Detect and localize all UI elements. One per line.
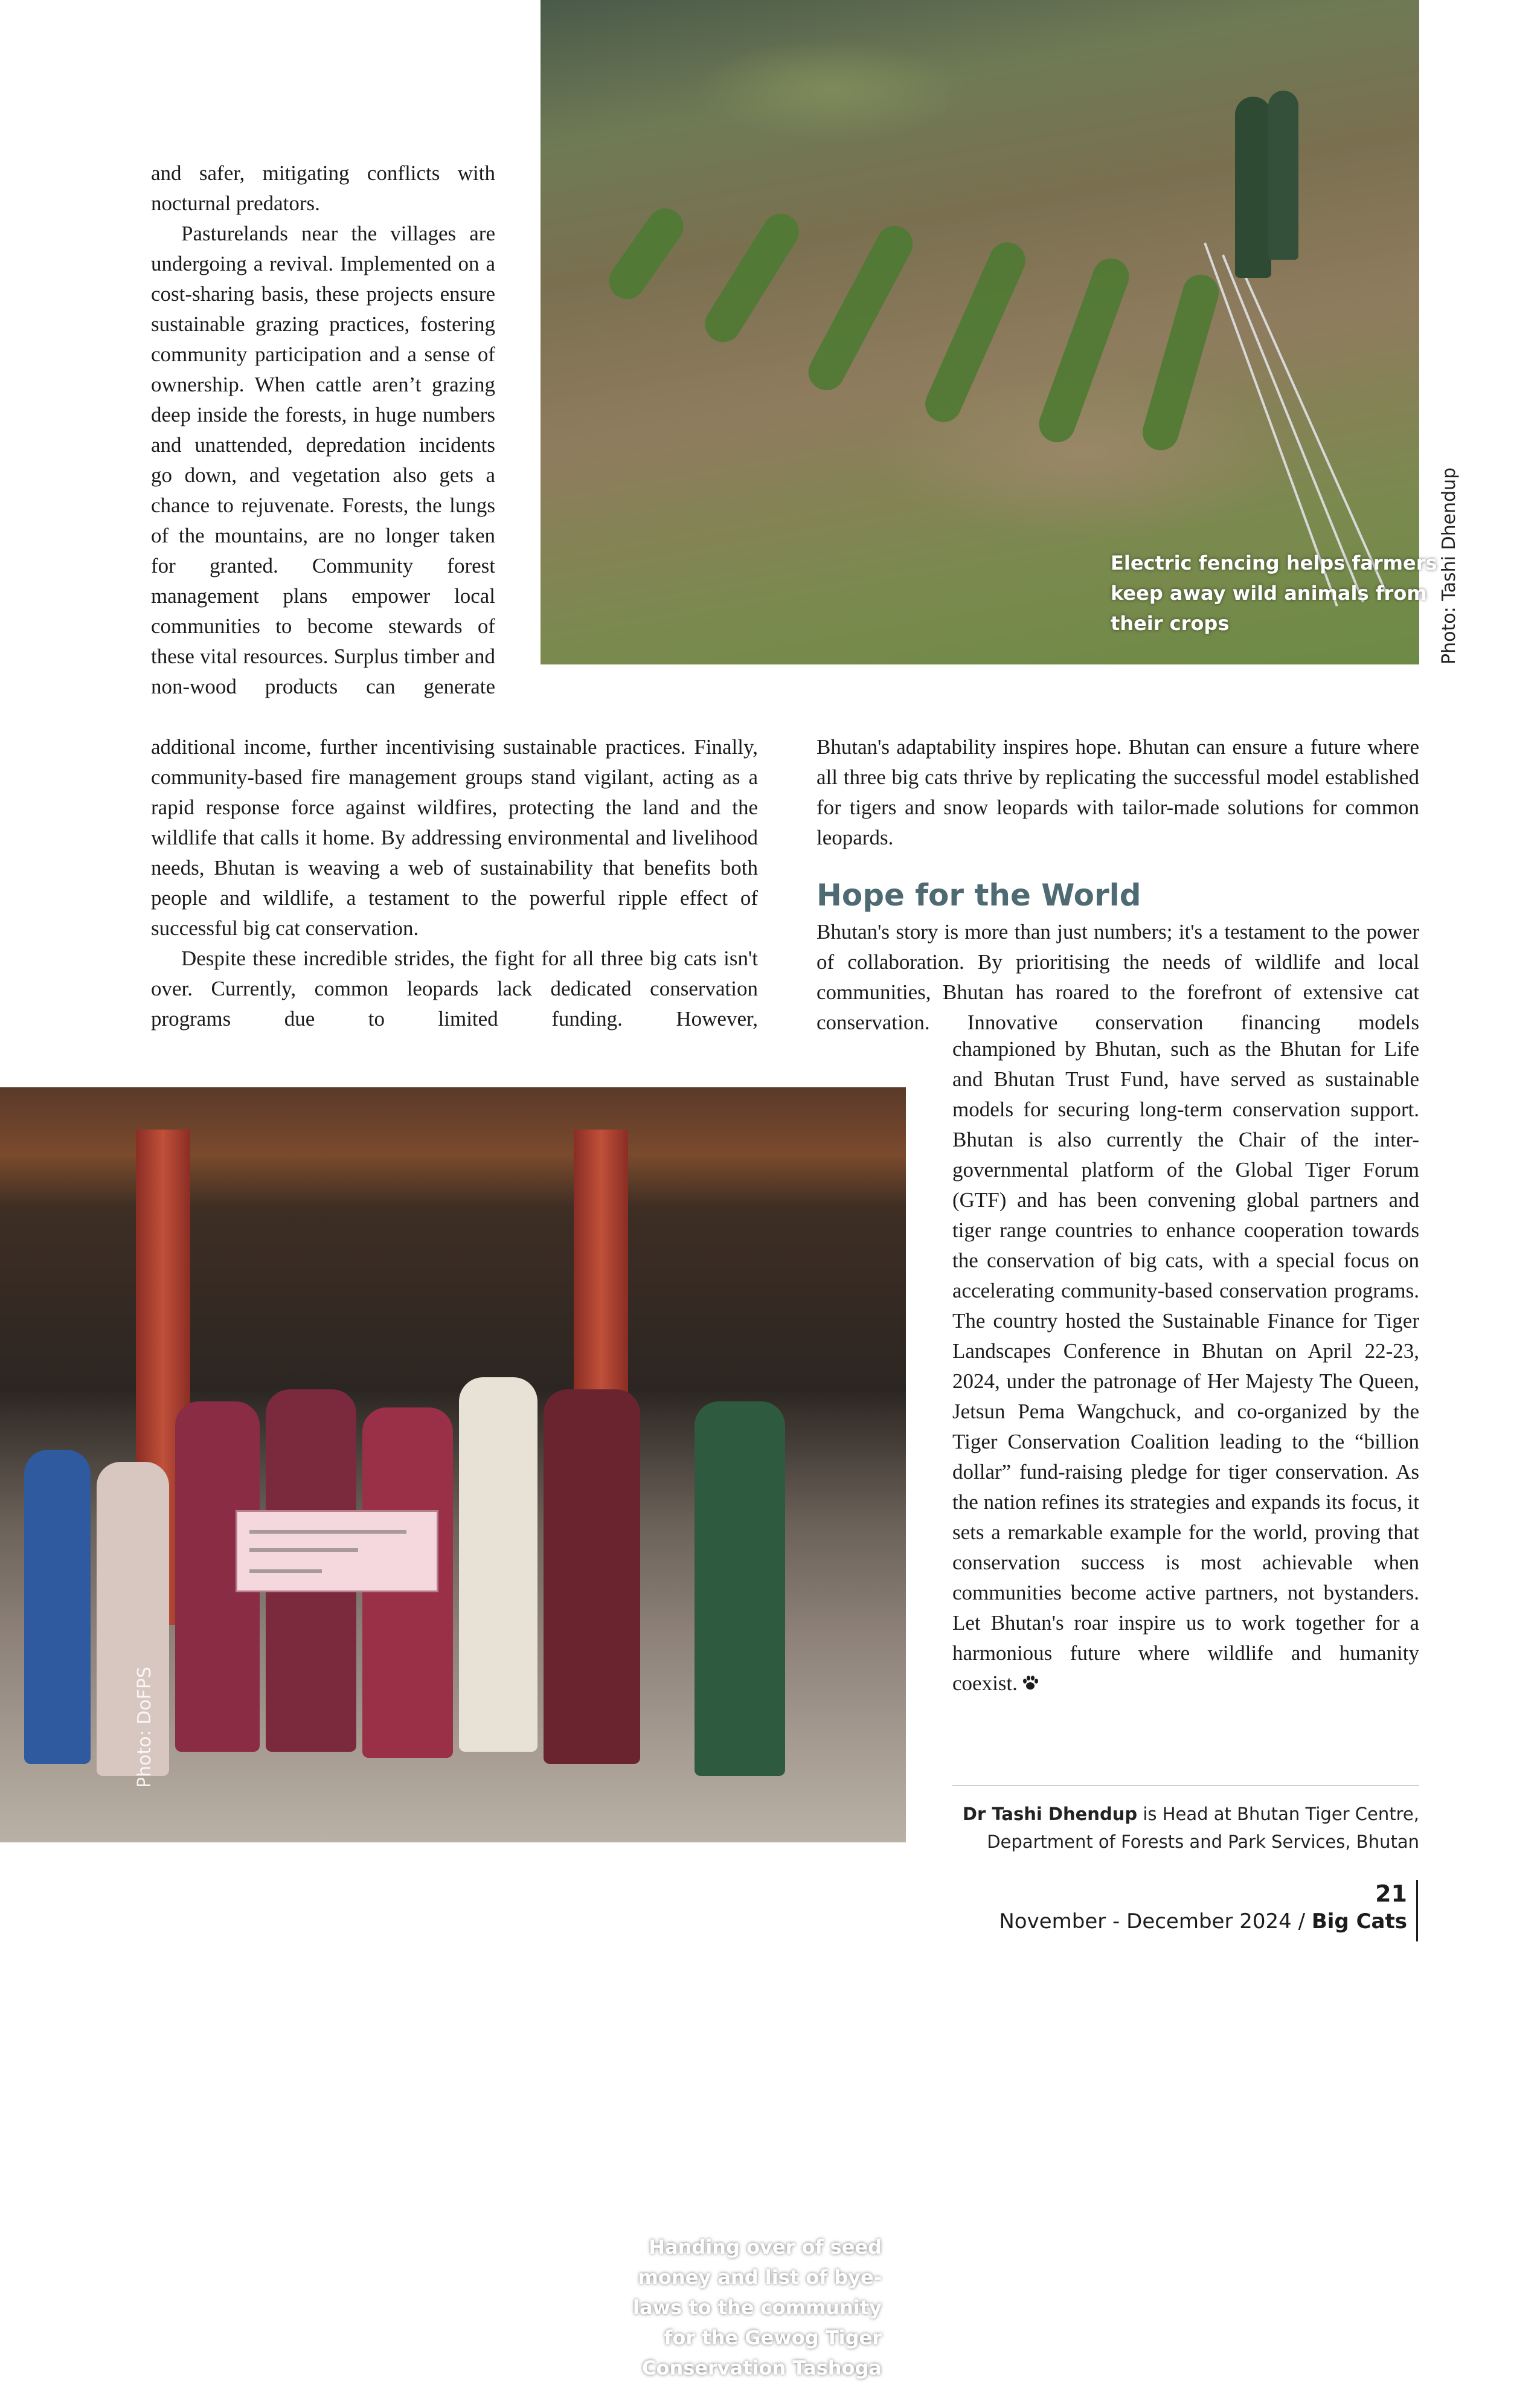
paragraph <box>952 1034 1419 1699</box>
electric-fence-photo <box>541 0 1437 664</box>
group-photo-credit: Photo: DoFPS <box>134 1666 155 1788</box>
person <box>24 1450 91 1764</box>
person <box>97 1462 169 1776</box>
section-heading: Hope for the World <box>817 878 1141 913</box>
paragraph-text: championed by Bhutan, such as the Bhutan for Life and Bhutan Trust Fund, have served as sustainable models for securing long-term conservation support. Bhutan is also currently the Chair of the inter-governmental platform of the Global Tiger Forum (GTF) and has been convening global partners and tiger range countries to enhance cooperation towards the conservation of big cats, with a special focus on accelerating community-based conservation programs. The country hosted the Sustainable Finance for Tiger Landscapes Conference in Bhutan on April 22-23, 2024, under the patronage of Her Majesty The Queen, Jetsun Pema Wangchuck, and co-organized by the Tiger Conservation Coalition leading to the “billion dollar” fund-raising pledge for tiger conservation. As the nation refines its strategies and expands its focus, it sets a remarkable example for the world, proving that conservation success is most achievable when communities become active partners, not bystanders. Let Bhutan's roar inspire us to work together for a harmonious future where wildlife and humanity coexist. <box>952 1037 1419 1695</box>
paragraph: Bhutan's adaptability inspires hope. Bhutan can ensure a future where all three big cats thrive by replicating the successful model established for tigers and snow leopards with tailor-made solutions for common leopards. <box>817 735 1419 849</box>
forest-ranger <box>1268 91 1298 260</box>
crop-row <box>1034 253 1134 447</box>
right-column <box>817 732 1419 1038</box>
person <box>459 1377 537 1752</box>
author-description: is Head at Bhutan Tiger Centre, Department of Forests and Park Services, Bhutan <box>987 1804 1419 1852</box>
right-column-wrapped <box>952 1034 1419 1699</box>
fence-photo-caption: Electric fencing helps farmers keep away wild animals from their crops <box>1111 552 1437 635</box>
magazine-name: Big Cats <box>1311 1909 1407 1934</box>
left-column-bottom <box>151 732 758 1034</box>
crop-row <box>602 201 691 306</box>
crop-row <box>802 219 919 396</box>
person <box>695 1401 785 1776</box>
paragraph: additional income, further incentivising sustainable practices. Finally, community-based fire management groups stand vigilant, acting as a rapid response force against wildfires, protecting the land and the wildlife that calls it home. By addressing environmental and livelihood needs, Bhutan is weaving a web of sustainability that benefits both people and wildlife, a testament to the powerful ripple effect of successful big cat conservation. <box>151 735 758 940</box>
crop-row <box>698 207 806 349</box>
author-bio <box>952 1800 1419 1856</box>
page-footer <box>999 1880 1407 1935</box>
issue-date: November - December 2024 / <box>999 1909 1312 1934</box>
paragraph: Pasturelands near the villages are undergoing a revival. Implemented on a cost-sharing basis, these projects ensure sustainable grazing practices, fostering community participation and a sense of ownership. When cattle aren’t grazing deep inside the forests, in huge numbers and unattended, depredation incidents go down, and vegetation also gets a chance to rejuvenate. Forests, the lungs of the mountains, are no longer taken for granted. Community forest management plans empower local communities to become stewards of these vital resources. Surplus timber and non-wood products can generate <box>151 222 495 698</box>
page-number: 21 <box>1375 1880 1407 1907</box>
fence-photo-credit: Photo: Tashi Dhendup <box>1439 467 1460 664</box>
left-column-top <box>151 158 495 702</box>
ceremonial-cheque <box>236 1510 438 1592</box>
person <box>544 1389 640 1764</box>
paw-icon <box>1021 1674 1039 1692</box>
footer-divider <box>1416 1880 1418 1941</box>
group-photo-caption: Handing over of seed money and list of bye-laws to the community for the Gewog Tiger Conservation Tashoga <box>633 2236 882 2379</box>
crop-row <box>1138 271 1223 455</box>
author-name: Dr Tashi Dhendup <box>962 1804 1138 1824</box>
author-divider <box>952 1785 1419 1786</box>
paragraph: Despite these incredible strides, the fight for all three big cats isn't over. Currently, common leopards lack dedicated conservation programs due to limited funding. However, <box>151 947 758 1031</box>
issue-line <box>999 1908 1407 1935</box>
crop-row <box>920 237 1031 428</box>
paragraph: and safer, mitigating conflicts with nocturnal predators. <box>151 161 495 215</box>
forest-ranger <box>1235 97 1271 278</box>
paragraph: Bhutan's story is more than just numbers; it's a testament to the power of collaboration. By prioritising the needs of wildlife and local communities, Bhutan has roared to the forefront of extensive cat conservation. Innovative conservation financing models <box>817 920 1419 1034</box>
